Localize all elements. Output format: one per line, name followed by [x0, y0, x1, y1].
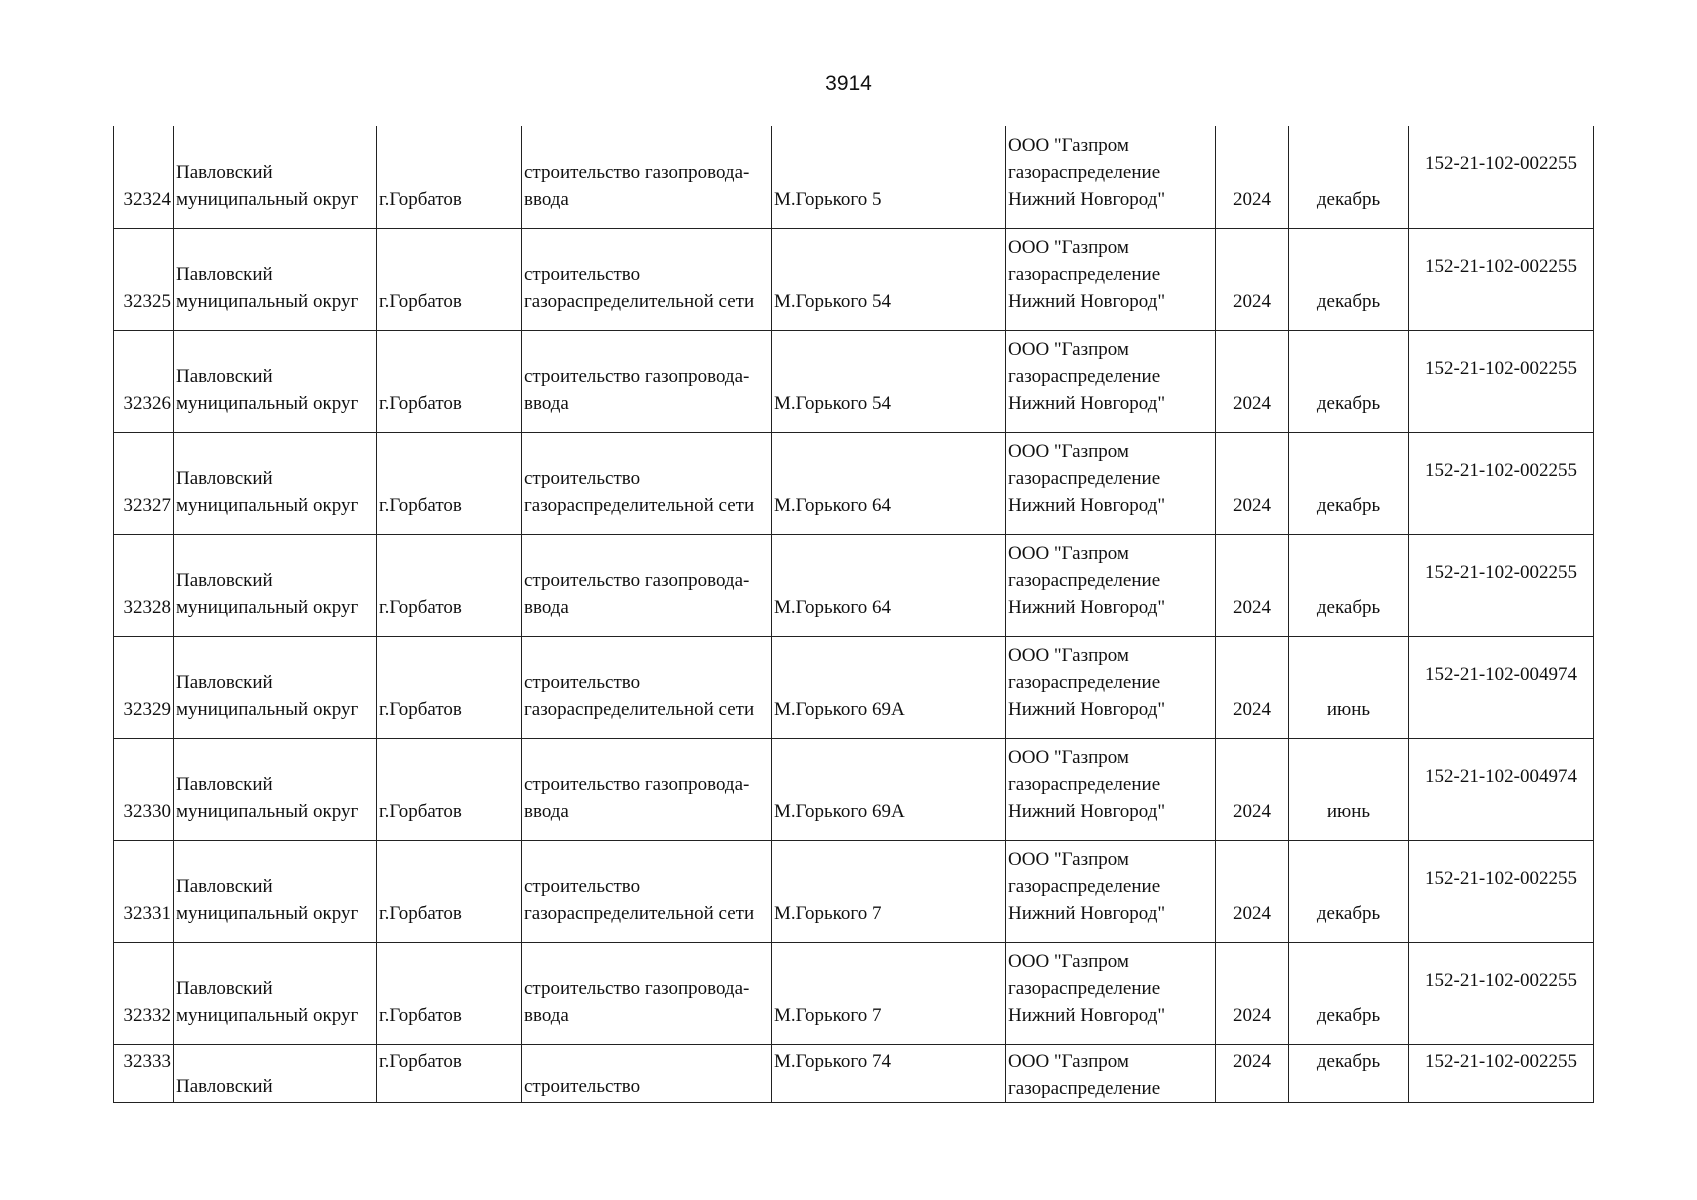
year-cell: 2024 [1216, 738, 1289, 840]
organization-cell: ООО "Газпром газораспределение Нижний Новгород" [1006, 942, 1216, 1044]
work-type-cell: строительство [522, 1044, 772, 1102]
work-type-cell: строительство газопровода- ввода [522, 534, 772, 636]
organization-cell: ООО "Газпром газораспределение Нижний Новгород" [1006, 840, 1216, 942]
month-cell: декабрь [1289, 840, 1409, 942]
district-cell: Павловский муниципальный округ [174, 228, 377, 330]
work-type-cell: строительство газопровода- ввода [522, 330, 772, 432]
year-cell: 2024 [1216, 942, 1289, 1044]
year-cell: 2024 [1216, 330, 1289, 432]
address-cell: М.Горького 54 [772, 228, 1006, 330]
locality-cell: г.Горбатов [377, 942, 522, 1044]
work-type-cell: строительство газопровода- ввода [522, 942, 772, 1044]
year-cell: 2024 [1216, 126, 1289, 228]
district-cell: Павловский муниципальный округ [174, 636, 377, 738]
year-cell: 2024 [1216, 840, 1289, 942]
month-cell: декабрь [1289, 432, 1409, 534]
work-type-cell: строительство газораспределительной сети [522, 636, 772, 738]
year-cell: 2024 [1216, 1044, 1289, 1102]
locality-cell: г.Горбатов [377, 534, 522, 636]
district-cell: Павловский муниципальный округ [174, 432, 377, 534]
address-cell: М.Горького 64 [772, 432, 1006, 534]
code-cell: 152-21-102-002255 [1409, 432, 1594, 534]
organization-cell: ООО "Газпром газораспределение Нижний Новгород" [1006, 330, 1216, 432]
code-cell: 152-21-102-002255 [1409, 840, 1594, 942]
organization-cell: ООО "Газпром газораспределение Нижний Новгород" [1006, 228, 1216, 330]
district-cell: Павловский муниципальный округ [174, 840, 377, 942]
record-number: 32330 [114, 738, 174, 840]
table-body [114, 126, 1594, 1102]
record-number: 32329 [114, 636, 174, 738]
code-cell: 152-21-102-004974 [1409, 738, 1594, 840]
organization-cell: ООО "Газпром газораспределение Нижний Новгород" [1006, 738, 1216, 840]
table-row [114, 840, 1594, 942]
address-cell: М.Горького 54 [772, 330, 1006, 432]
record-number: 32325 [114, 228, 174, 330]
year-cell: 2024 [1216, 432, 1289, 534]
code-cell: 152-21-102-002255 [1409, 534, 1594, 636]
address-cell: М.Горького 7 [772, 942, 1006, 1044]
table-row [114, 228, 1594, 330]
organization-cell: ООО "Газпром газораспределение [1006, 1044, 1216, 1102]
month-cell: декабрь [1289, 534, 1409, 636]
table-row [114, 942, 1594, 1044]
address-cell: М.Горького 64 [772, 534, 1006, 636]
month-cell: июнь [1289, 636, 1409, 738]
work-type-cell: строительство газораспределительной сети [522, 432, 772, 534]
locality-cell: г.Горбатов [377, 636, 522, 738]
month-cell: июнь [1289, 738, 1409, 840]
month-cell: декабрь [1289, 942, 1409, 1044]
locality-cell: г.Горбатов [377, 738, 522, 840]
work-type-cell: строительство газопровода- ввода [522, 738, 772, 840]
address-cell: М.Горького 5 [772, 126, 1006, 228]
locality-cell: г.Горбатов [377, 126, 522, 228]
month-cell: декабрь [1289, 1044, 1409, 1102]
district-cell: Павловский муниципальный округ [174, 534, 377, 636]
district-cell: Павловский муниципальный округ [174, 330, 377, 432]
address-cell: М.Горького 74 [772, 1044, 1006, 1102]
year-cell: 2024 [1216, 534, 1289, 636]
registry-table [113, 126, 1594, 1103]
page-number: 3914 [825, 72, 872, 95]
organization-cell: ООО "Газпром газораспределение Нижний Новгород" [1006, 636, 1216, 738]
table-row [114, 330, 1594, 432]
code-cell: 152-21-102-002255 [1409, 1044, 1594, 1102]
month-cell: декабрь [1289, 126, 1409, 228]
record-number: 32333 [114, 1044, 174, 1102]
locality-cell: г.Горбатов [377, 330, 522, 432]
code-cell: 152-21-102-002255 [1409, 942, 1594, 1044]
table-row [114, 636, 1594, 738]
record-number: 32326 [114, 330, 174, 432]
locality-cell: г.Горбатов [377, 228, 522, 330]
record-number: 32327 [114, 432, 174, 534]
record-number: 32332 [114, 942, 174, 1044]
record-number: 32331 [114, 840, 174, 942]
address-cell: М.Горького 7 [772, 840, 1006, 942]
table-row [114, 432, 1594, 534]
district-cell: Павловский муниципальный округ [174, 738, 377, 840]
organization-cell: ООО "Газпром газораспределение Нижний Новгород" [1006, 432, 1216, 534]
record-number: 32328 [114, 534, 174, 636]
code-cell: 152-21-102-004974 [1409, 636, 1594, 738]
month-cell: декабрь [1289, 330, 1409, 432]
district-cell: Павловский муниципальный округ [174, 942, 377, 1044]
code-cell: 152-21-102-002255 [1409, 228, 1594, 330]
organization-cell: ООО "Газпром газораспределение Нижний Новгород" [1006, 126, 1216, 228]
organization-cell: ООО "Газпром газораспределение Нижний Новгород" [1006, 534, 1216, 636]
work-type-cell: строительство газораспределительной сети [522, 228, 772, 330]
table-row [114, 1044, 1594, 1102]
locality-cell: г.Горбатов [377, 1044, 522, 1102]
month-cell: декабрь [1289, 228, 1409, 330]
address-cell: М.Горького 69А [772, 636, 1006, 738]
table-row [114, 534, 1594, 636]
record-number: 32324 [114, 126, 174, 228]
district-cell: Павловский муниципальный округ [174, 126, 377, 228]
year-cell: 2024 [1216, 228, 1289, 330]
table-row [114, 738, 1594, 840]
locality-cell: г.Горбатов [377, 432, 522, 534]
work-type-cell: строительство газораспределительной сети [522, 840, 772, 942]
year-cell: 2024 [1216, 636, 1289, 738]
table-row [114, 126, 1594, 228]
work-type-cell: строительство газопровода- ввода [522, 126, 772, 228]
district-cell: Павловский [174, 1044, 377, 1102]
locality-cell: г.Горбатов [377, 840, 522, 942]
address-cell: М.Горького 69А [772, 738, 1006, 840]
code-cell: 152-21-102-002255 [1409, 126, 1594, 228]
code-cell: 152-21-102-002255 [1409, 330, 1594, 432]
